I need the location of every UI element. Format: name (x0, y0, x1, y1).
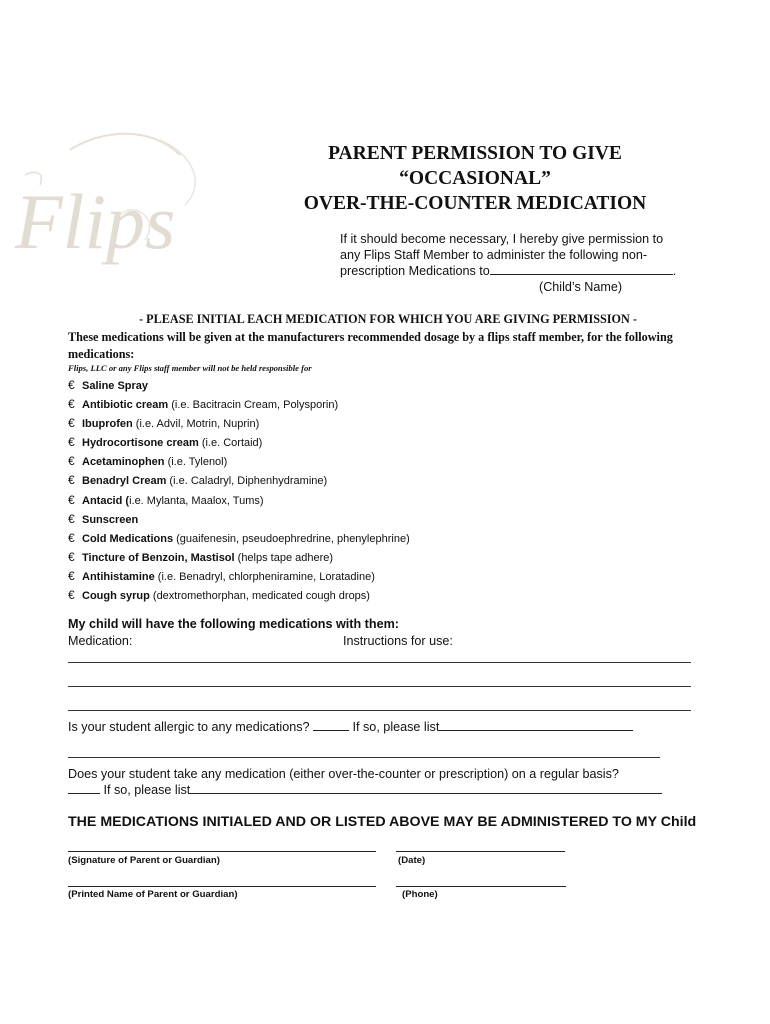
intro-period: . (672, 264, 677, 278)
title-line-3: OVER-THE-COUNTER MEDICATION (303, 193, 647, 214)
medication-item[interactable] (68, 548, 688, 567)
allergy-question (68, 720, 633, 734)
medication-detail: (helps tape adhere) (234, 551, 334, 564)
allergy-question-text: Is your student allergic to any medications? (68, 720, 310, 734)
initial-notice: - PLEASE INITIAL EACH MEDICATION FOR WHICH YOU ARE GIVING PERMISSION - (139, 312, 637, 326)
medication-item[interactable] (68, 529, 688, 548)
medication-entry-line[interactable] (68, 686, 691, 687)
title-line-2: “OCCASIONAL” (399, 168, 551, 189)
medication-item[interactable] (68, 376, 688, 395)
instructions-column-label: Instructions for use: (343, 634, 453, 648)
allergy-list-line[interactable] (68, 757, 660, 758)
checkbox-icon[interactable]: € (68, 568, 75, 583)
intro-line-1: If it should become necessary, I hereby give permission to (340, 232, 664, 246)
printed-name-line[interactable] (68, 886, 376, 887)
checkbox-icon[interactable]: € (68, 435, 75, 450)
medication-item[interactable] (68, 510, 688, 529)
signature-line[interactable] (68, 851, 376, 852)
checkbox-icon[interactable]: € (68, 454, 75, 469)
medication-column-label: Medication: (68, 634, 133, 648)
checkbox-icon[interactable]: € (68, 588, 75, 603)
medication-name: Benadryl Cream (82, 475, 167, 488)
child-meds-heading: My child will have the following medications with them: (68, 617, 399, 631)
regular-list-field[interactable] (190, 783, 662, 794)
checkbox-icon[interactable]: € (68, 549, 75, 564)
medication-detail: (guaifenesin, pseudoephredrine, phenylephrine) (173, 532, 410, 545)
medication-item[interactable] (68, 471, 688, 490)
allergy-yes-no-field[interactable] (313, 720, 349, 731)
intro-line-3 (340, 263, 700, 279)
medication-list (68, 376, 688, 605)
medication-name: Acetaminophen (82, 456, 165, 469)
regular-yes-no-field[interactable] (68, 783, 100, 794)
regular-list-label: If so, please list (103, 783, 191, 797)
checkbox-icon[interactable]: € (68, 511, 75, 526)
printed-name-label: (Printed Name of Parent or Guardian) (68, 889, 238, 900)
checkbox-icon[interactable]: € (68, 397, 75, 412)
checkbox-icon[interactable]: € (68, 492, 75, 507)
medication-name: Antihistamine (82, 570, 155, 583)
medication-name: Tincture of Benzoin, Mastisol (82, 551, 235, 564)
medication-item[interactable] (68, 395, 688, 414)
intro-line-3-text: prescription Medications to (340, 264, 490, 278)
medication-detail: (dextromethorphan, medicated cough drops) (149, 590, 370, 603)
medication-name: Cough syrup (82, 590, 150, 603)
medication-detail: (i.e. Tylenol) (164, 456, 228, 469)
phone-line[interactable] (396, 886, 566, 887)
allergy-list-field[interactable] (439, 720, 633, 731)
medication-name: Saline Spray (82, 380, 149, 392)
title-line-1: PARENT PERMISSION TO GIVE (328, 143, 622, 164)
date-label: (Date) (398, 855, 426, 866)
medication-item[interactable] (68, 491, 688, 510)
medication-name: Ibuprofen (82, 418, 133, 431)
checkbox-icon[interactable]: € (68, 416, 75, 431)
medication-item[interactable] (68, 433, 688, 452)
medication-detail: (i.e. Cortaid) (198, 437, 263, 450)
phone-label: (Phone) (402, 889, 438, 900)
permission-intro (340, 231, 700, 295)
checkbox-icon[interactable]: € (68, 378, 75, 392)
medication-detail: (i.e. Caladryl, Diphenhydramine) (166, 475, 328, 488)
flips-logo (10, 130, 210, 280)
medication-item[interactable] (68, 452, 688, 471)
regular-medication-question: Does your student take any medication (either over-the-counter or prescription) on a regular basis? (68, 767, 619, 781)
medication-detail: i.e. Mylanta, Maalox, Tums) (129, 494, 264, 507)
intro-line-2: any Flips Staff Member to administer the following non- (340, 248, 648, 262)
medication-name: Antacid ( (82, 494, 130, 507)
medication-name: Cold Medications (82, 532, 174, 545)
authorization-statement: THE MEDICATIONS INITIALED AND OR LISTED ABOVE MAY BE ADMINISTERED TO MY Child (68, 814, 697, 830)
liability-disclaimer: Flips, LLC or any Flips staff member will not be held responsible for (68, 363, 312, 373)
medication-item[interactable] (68, 567, 688, 586)
medication-name: Sunscreen (82, 513, 139, 526)
childs-name-field[interactable] (490, 264, 673, 275)
medication-item[interactable] (68, 414, 688, 433)
date-line[interactable] (396, 851, 565, 852)
medication-item[interactable] (68, 586, 688, 605)
medication-name: Antibiotic cream (82, 399, 169, 412)
medication-entry-line[interactable] (68, 710, 691, 711)
childs-name-label: (Child’s Name) (539, 280, 623, 294)
medication-detail: (i.e. Bacitracin Cream, Polysporin) (168, 399, 339, 412)
checkbox-icon[interactable]: € (68, 473, 75, 488)
regular-medication-list-row (68, 783, 662, 797)
medication-detail: (i.e. Benadryl, chlorpheniramine, Loratadine) (154, 570, 375, 583)
medication-detail: (i.e. Advil, Motrin, Nuprin) (132, 418, 260, 431)
allergy-list-label: If so, please list (352, 720, 440, 734)
logo-text: Flips (15, 178, 176, 265)
checkbox-icon[interactable]: € (68, 530, 75, 545)
signature-label: (Signature of Parent or Guardian) (68, 855, 220, 866)
dosage-statement: These medications will be given at the manufacturers recommended dosage by a flips staff member, for the following medications: (68, 330, 673, 361)
medication-entry-line[interactable] (68, 662, 691, 663)
medication-name: Hydrocortisone cream (82, 437, 199, 450)
